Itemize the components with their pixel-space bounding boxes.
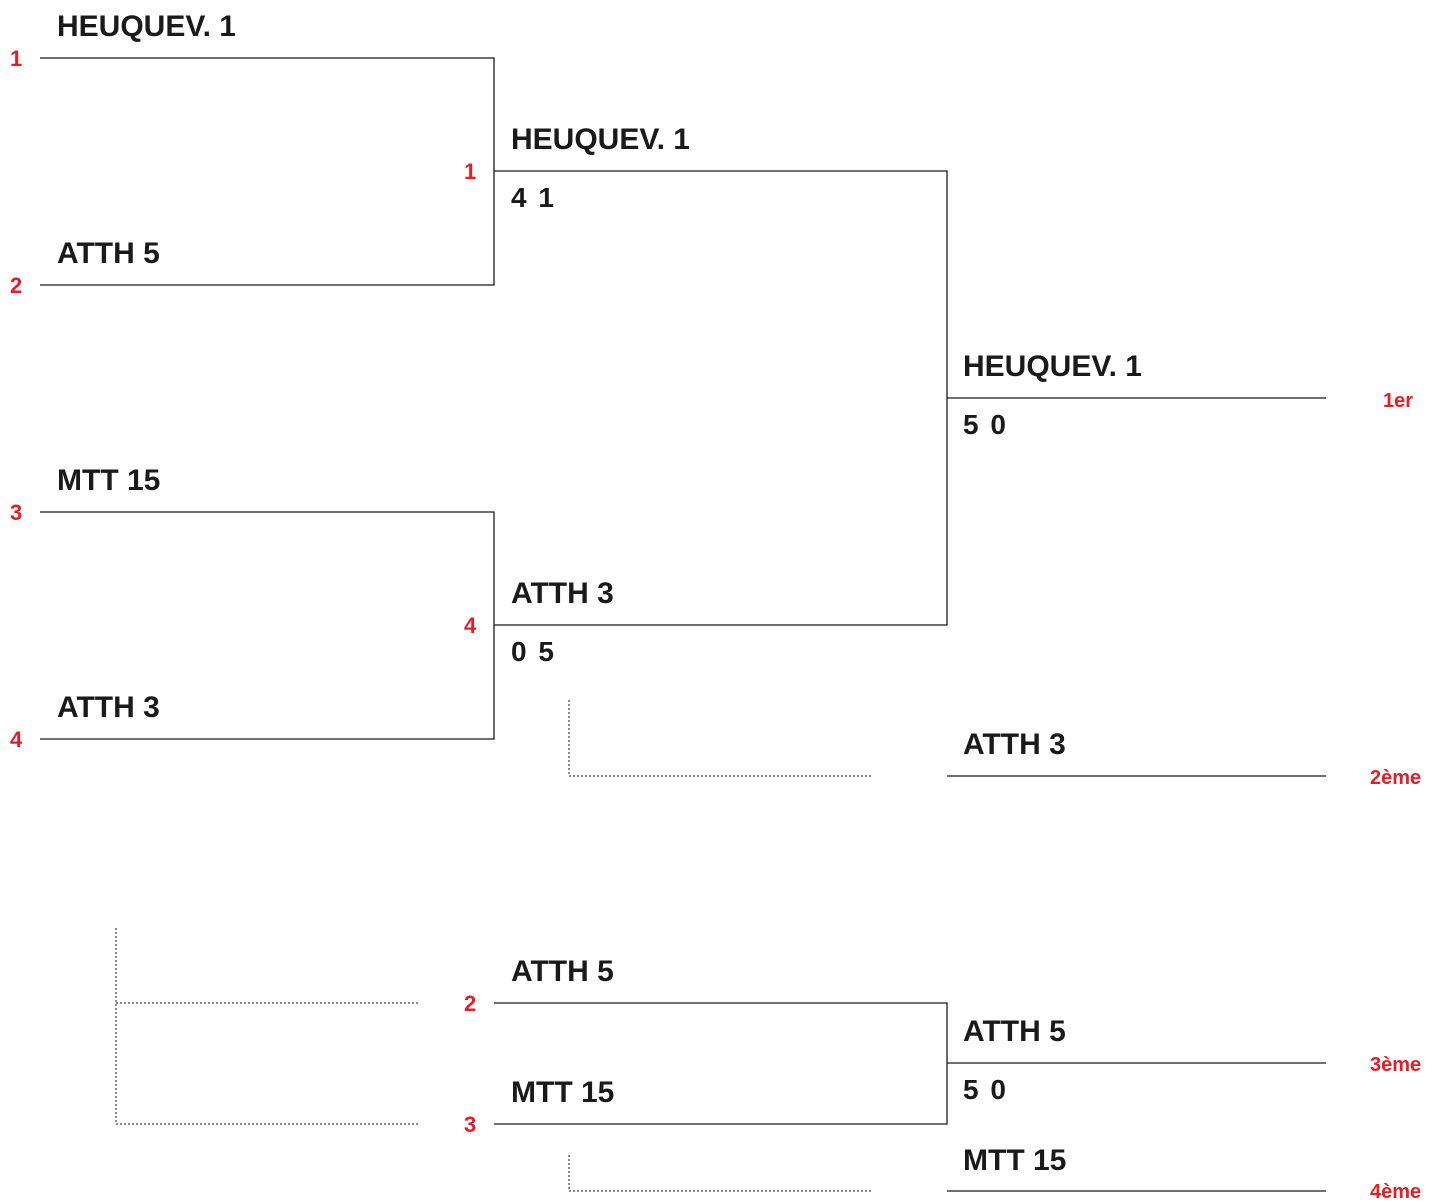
match-score: 5 0 bbox=[963, 1074, 1008, 1105]
dotted-connector-semi-losers bbox=[116, 928, 418, 1124]
team-name: ATTH 5 bbox=[511, 955, 614, 988]
team-name: ATTH 3 bbox=[963, 728, 1066, 761]
seed-number: 4 bbox=[464, 613, 477, 638]
team-name: MTT 15 bbox=[57, 464, 161, 497]
seed-number: 3 bbox=[464, 1112, 477, 1137]
dotted-connector-third-loser bbox=[569, 1155, 871, 1191]
seed-number: 1 bbox=[464, 159, 477, 184]
place-label: 1er bbox=[1383, 390, 1414, 412]
match-score: 4 1 bbox=[511, 182, 556, 213]
team-name: HEUQUEV. 1 bbox=[511, 123, 690, 156]
seed-number: 1 bbox=[10, 46, 23, 71]
team-name: ATTH 3 bbox=[57, 691, 160, 724]
team-name: ATTH 5 bbox=[963, 1015, 1066, 1048]
team-name: ATTH 3 bbox=[511, 577, 614, 610]
seed-number: 3 bbox=[10, 500, 23, 525]
match-score: 5 0 bbox=[963, 409, 1008, 440]
team-name: MTT 15 bbox=[511, 1076, 615, 1109]
seed-number: 2 bbox=[10, 273, 23, 298]
match-score: 0 5 bbox=[511, 636, 556, 667]
team-name: HEUQUEV. 1 bbox=[57, 10, 236, 43]
seed-number: 4 bbox=[10, 727, 23, 752]
team-name: MTT 15 bbox=[963, 1144, 1067, 1177]
seed-number: 2 bbox=[464, 991, 477, 1016]
place-label: 3ème bbox=[1370, 1054, 1422, 1076]
dotted-connector-final-loser bbox=[569, 700, 871, 776]
bracket-line-r2 bbox=[494, 171, 947, 625]
place-label: 2ème bbox=[1370, 767, 1422, 789]
team-name: ATTH 5 bbox=[57, 237, 160, 270]
champion-name: HEUQUEV. 1 bbox=[963, 350, 1142, 383]
place-label: 4ème bbox=[1370, 1181, 1422, 1203]
